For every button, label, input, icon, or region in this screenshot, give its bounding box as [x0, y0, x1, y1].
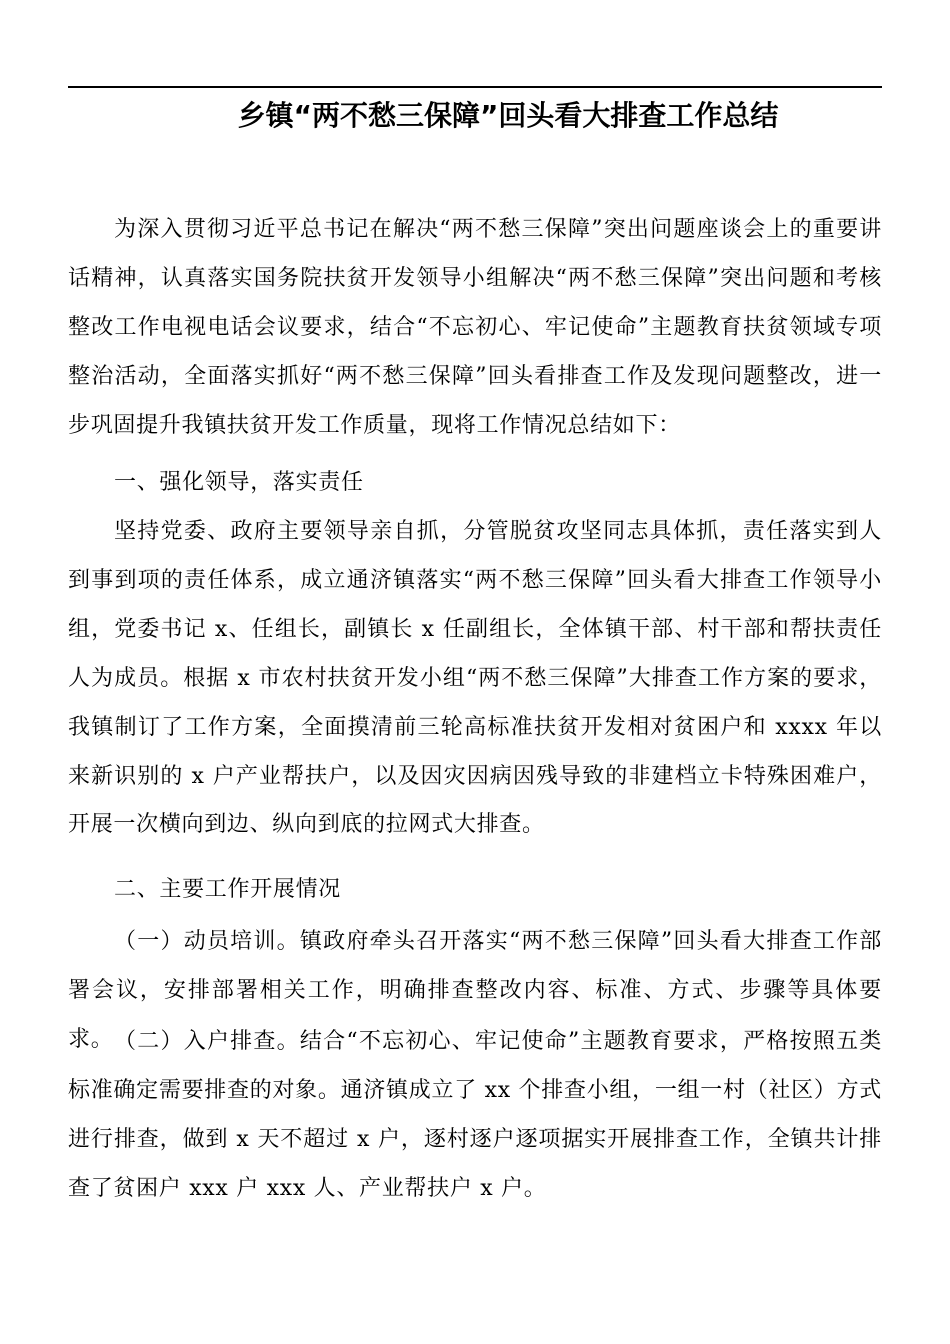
section-2-item-1: （一）动员培训。镇政府牵头召开落实“两不愁三保障”回头看大排查工作部署会议，安排部署相关工作，明确排查整改内容、标准、方式、步骤等具体要求。	[68, 929, 882, 1052]
section-2-heading: 二、主要工作开展情况	[114, 877, 342, 902]
intro-paragraph: 为深入贯彻习近平总书记在解决“两不愁三保障”突出问题座谈会上的重要讲话精神，认真落实国务院扶贫开发领导小组解决“两不愁三保障”突出问题和考核整改工作电视电话会议要求，结合“不忘初心、牢记使命”主题教育扶贫领域专项整治活动，全面落实抓好“两不愁三保障”回头看排查工作及发现问题整改，进一步巩固提升我镇扶贫开发工作质量，现将工作情况总结如下：	[68, 217, 882, 438]
section-1-body: 坚持党委、政府主要领导亲自抓，分管脱贫攻坚同志具体抓，责任落实到人到事到项的责任体系，成立通济镇落实“两不愁三保障”回头看大排查工作领导小组，党委书记 x、任组长，副镇长 x 任副组长，全体镇干部、村干部和帮扶责任人为成员。根据 x 市农村扶贫开发小组“两不愁三保障”大排查工作方案的要求，我镇制订了工作方案，全面摸清前三轮高标准扶贫开发相对贫困户和 xxxx 年以来新识别的 x 户产业帮扶户，以及因灾因病因残导致的非建档立卡特殊困难户，开展一次横向到边、纵向到底的拉网式大排查。	[68, 519, 882, 838]
section-1-heading: 一、强化领导，落实责任	[114, 470, 364, 495]
header-rule	[68, 86, 882, 88]
document-title: 乡镇“两不愁三保障”回头看大排查工作总结	[237, 99, 779, 132]
section-2-item-2: （二）入户排查。结合“不忘初心、牢记使命”主题教育要求，严格按照五类标准确定需要排查的对象。通济镇成立了 xx 个排查小组，一组一村（社区）方式进行排查，做到 x 天不超过 x 户，逐村逐户逐项据实开展排查工作，全镇共计排查了贫困户 xxx 户 xxx 人、产业帮扶户 x 户。	[68, 1029, 882, 1201]
